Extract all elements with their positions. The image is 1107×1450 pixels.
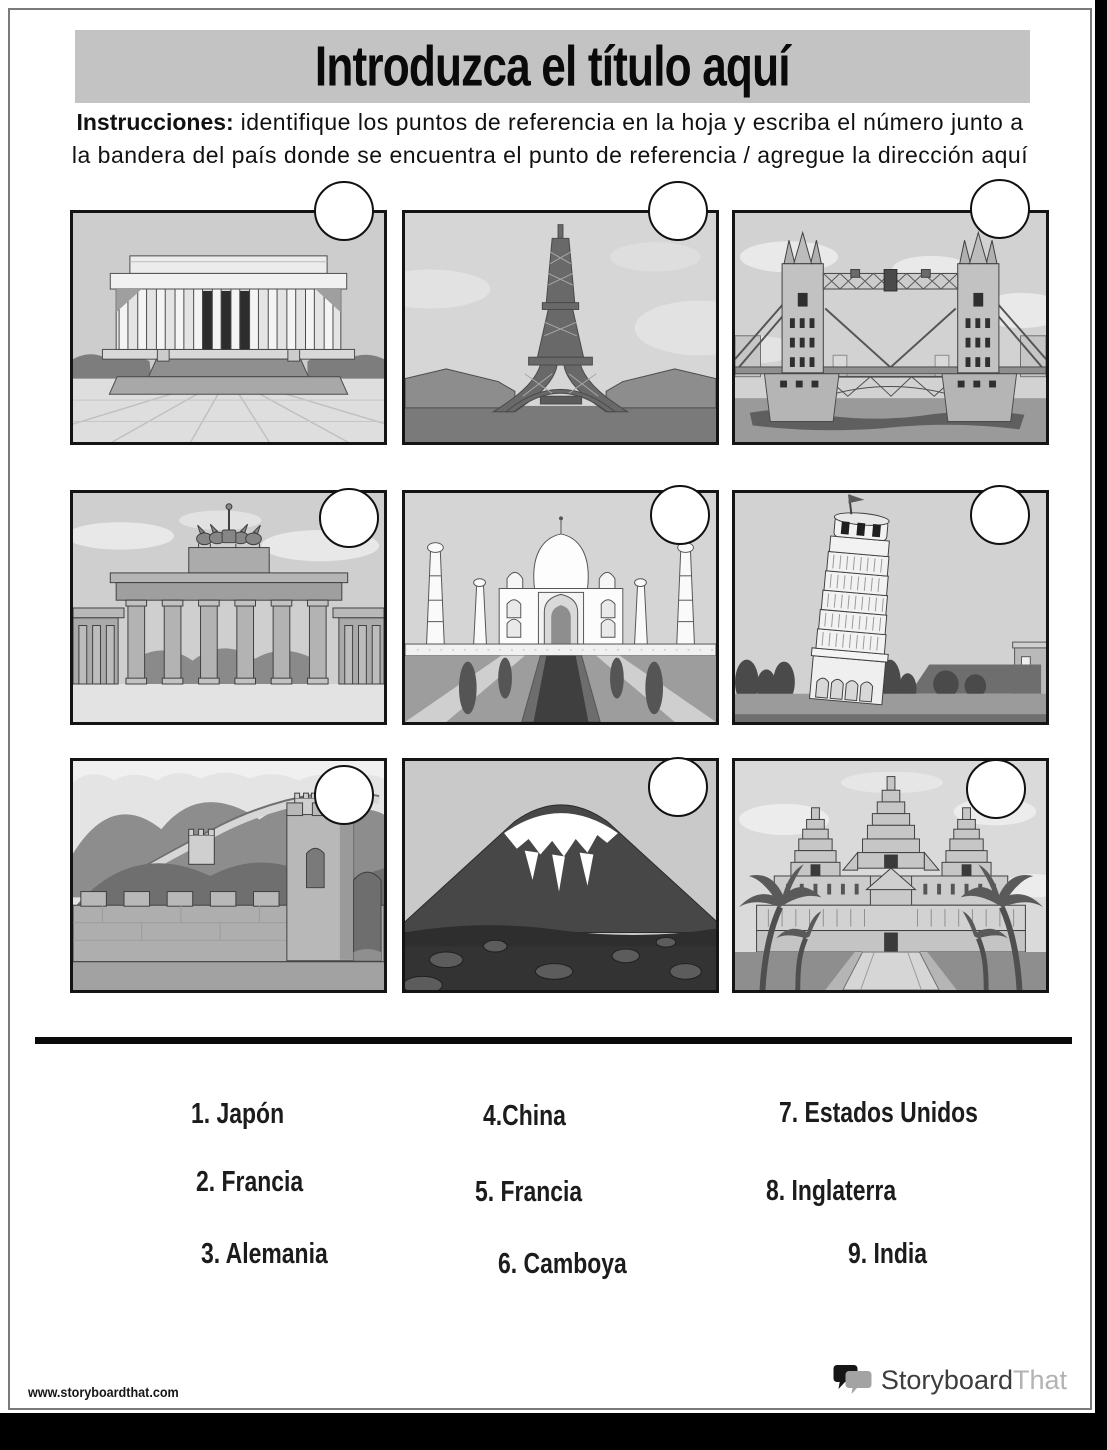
- landmark-card-mount-fuji: [402, 758, 719, 993]
- answer-item-2: 2. Francia: [196, 1166, 304, 1198]
- instructions: [70, 106, 1030, 173]
- eiffel-tower-illustration: [405, 213, 716, 442]
- answer-item-7: 7. Estados Unidos: [779, 1097, 978, 1129]
- answer-circle-1[interactable]: [314, 181, 374, 241]
- storyboardthat-logo-text: [881, 1365, 1067, 1396]
- answer-item-1: 1. Japón: [191, 1098, 285, 1130]
- answer-circle-3[interactable]: [970, 179, 1030, 239]
- landmark-card-angkor-wat: [732, 758, 1049, 993]
- footer-url: www.storyboardthat.com: [28, 1384, 179, 1400]
- landmark-card-tower-bridge: [732, 210, 1049, 445]
- tower-bridge-illustration: [735, 213, 1046, 442]
- instructions-text: identifique los puntos de referencia en la hoja y escriba el número junto a la bandera del país donde se encuentra el punto de referencia / agregue la dirección aquí: [71, 109, 1029, 169]
- title-banner: [75, 30, 1030, 103]
- landmark-card-taj-mahal: [402, 490, 719, 725]
- answer-circle-9[interactable]: [966, 759, 1026, 819]
- answer-item-8: 8. Inglaterra: [766, 1175, 897, 1207]
- answer-circle-7[interactable]: [314, 765, 374, 825]
- logo-text-secondary: That: [1012, 1364, 1067, 1395]
- answer-item-4: 4.China: [483, 1100, 566, 1132]
- answer-item-3: 3. Alemania: [201, 1238, 328, 1270]
- section-divider: [35, 1037, 1072, 1044]
- answer-circle-5[interactable]: [650, 485, 710, 545]
- storyboardthat-logo-icon: [833, 1362, 875, 1398]
- answer-circle-8[interactable]: [648, 757, 708, 817]
- landmark-card-great-wall-of-china: [70, 758, 387, 993]
- logo-text-primary: Storyboard: [880, 1364, 1013, 1395]
- landmark-card-leaning-tower-of-pisa: [732, 490, 1049, 725]
- landmark-card-brandenburg-gate: [70, 490, 387, 725]
- answer-circle-2[interactable]: [648, 181, 708, 241]
- storyboardthat-logo: [833, 1362, 1067, 1398]
- landmark-card-lincoln-memorial: [70, 210, 387, 445]
- answer-item-5: 5. Francia: [475, 1176, 583, 1208]
- answer-item-6: 6. Camboya: [498, 1248, 627, 1280]
- landmark-card-eiffel-tower: [402, 210, 719, 445]
- instructions-label: Instrucciones:: [76, 109, 234, 135]
- lincoln-memorial-illustration: [73, 213, 384, 442]
- answer-item-9: 9. India: [848, 1238, 928, 1270]
- answer-circle-6[interactable]: [970, 485, 1030, 545]
- page-title[interactable]: Introduzca el título aquí: [315, 35, 790, 98]
- answer-circle-4[interactable]: [319, 488, 379, 548]
